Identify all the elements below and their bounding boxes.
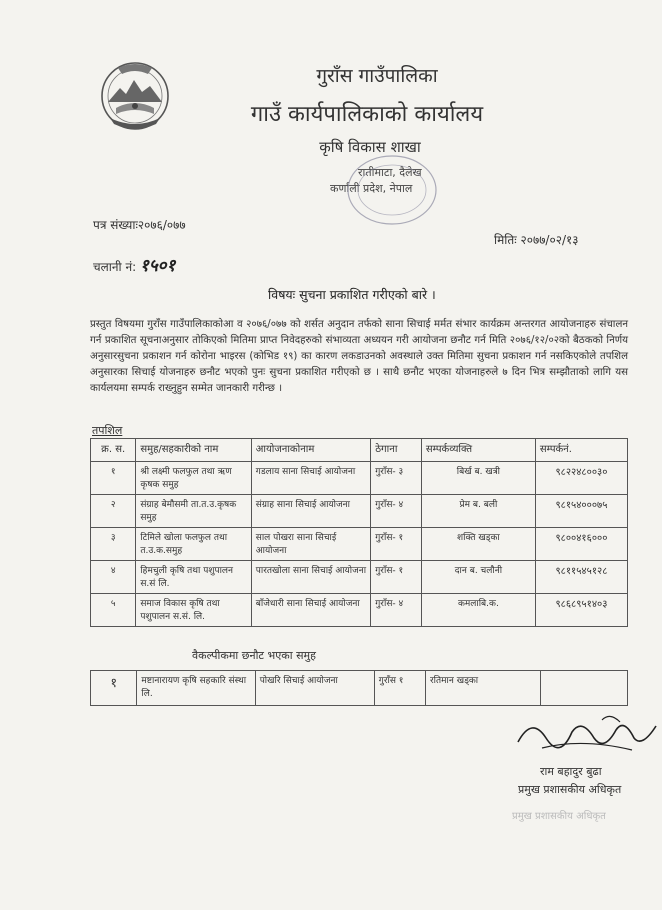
dispatch-value: १५०१ — [139, 256, 176, 276]
cell-contact-person: बिर्ख ब. खत्री — [421, 462, 535, 495]
table-row — [91, 594, 628, 627]
cell-project: गडलाय साना सिचाई आयोजना — [251, 462, 370, 495]
dispatch-label: चलानी नं: — [93, 260, 137, 274]
letter-reference-number: पत्र संख्याः२०७६/०७७ — [93, 218, 186, 232]
cell-project: पारतखोला साना सिचाई आयोजना — [251, 561, 370, 594]
header-group: समुह/सहकारीको नाम — [136, 439, 251, 462]
letter-subject: विषयः सुचना प्रकाशित गरीएको बारे । — [268, 287, 436, 302]
cell-serial: ४ — [91, 561, 136, 594]
municipality-name: गुराँस गाउँपालिका — [316, 65, 438, 87]
cell-address: गुराँस- १ — [371, 528, 422, 561]
cell-serial: ५ — [91, 594, 136, 627]
cell-address: गुराँस- ३ — [371, 462, 422, 495]
handwritten-signature — [512, 708, 662, 758]
cell-project: साल पोखरा साना सिचाई आयोजना — [251, 528, 370, 561]
header-address: ठेगाना — [371, 439, 422, 462]
table-header-row — [91, 439, 628, 462]
signer-name: राम बहादुर बुढा — [540, 765, 602, 778]
office-stamp — [330, 150, 450, 232]
cell-address: गुराँस- ४ — [371, 594, 422, 627]
address-line-2: कर्णाली प्रदेश, नेपाल — [330, 182, 413, 195]
table-title: तपशिल — [92, 424, 123, 437]
table-row — [91, 561, 628, 594]
cell-contact-person: दान ब. चलौनी — [421, 561, 535, 594]
cell-contact-person: कमलाबि.क. — [421, 594, 535, 627]
cell-group: टिमिले खोला फलफुल तथा त.उ.क.समुह — [136, 528, 251, 561]
cell-contact-number: ९८११५४५१२८ — [535, 561, 627, 594]
cell-project: संग्राह साना सिचाई आयोजना — [251, 495, 370, 528]
cell-group: मष्टानारायण कृषि सहकारि संस्था लि. — [137, 671, 255, 706]
header-contact-person: सम्पर्कव्यक्ति — [421, 439, 535, 462]
cell-address: गुराँस १ — [374, 671, 425, 706]
header-contact-number: सम्पर्कनं. — [535, 439, 627, 462]
cell-address: गुराँस- १ — [371, 561, 422, 594]
dispatch-number — [93, 253, 175, 276]
cell-project: बाँजेधारी साना सिचाई आयोजना — [251, 594, 370, 627]
cell-serial: १ — [91, 671, 137, 706]
cell-contact-person: प्रेम ब. बली — [421, 495, 535, 528]
table-row — [91, 671, 628, 706]
cell-group: समाज विकास कृषि तथा पशुपालन स.सं. लि. — [136, 594, 251, 627]
cell-contact-number: ९८१५४०००७५ — [535, 495, 627, 528]
cell-serial: २ — [91, 495, 136, 528]
signer-title: प्रमुख प्रशासकीय अधिकृत — [518, 783, 622, 796]
cell-project: पोखरि सिचाई आयोजना — [255, 671, 374, 706]
table-row — [91, 462, 628, 495]
header-serial: क्र. स. — [91, 439, 136, 462]
cell-contact-number: ९८००४१६००० — [535, 528, 627, 561]
address-line-1: रातीमाटा, दैलेख — [358, 166, 422, 179]
letter-date: मितिः २०७७/०२/१३ — [494, 233, 579, 247]
cell-contact-number: ९८२२४८००३० — [535, 462, 627, 495]
letter-body: प्रस्तुत विषयमा गुराँस गाउँपालिकाकोआ व २०७६/०७७ को शर्सत अनुदान तर्फको साना सिचाई मर्मत संभार कार्यक्रम अन्तरगत आयोजनाहरु संचालन गर्न प्रकाशित सूचनाअनुसार तोकिएको मितिमा प्राप्त निवेदहरुको संभाव्यता अध्ययन गरी आयोजना छनौट गर्न मिति २०७६/१२/०२को बैठकको निर्णय अनुसारसुचना प्रकाशन गर्न कोरोना भाइरस (कोभिड १९) का कारण लकडाउनको अवस्थाले उक्त मितिमा सुचना प्रकाशन गर्न नसकिएकोले तपशिल अनुसारका सिचाई योजनाहरु छनौट भएको पुनः सुचना प्रकाशित गरीएको छ । साथै छनौट भएका योजनाहरुले ७ दिन भित्र सम्झौताको लागि यस कार्यलयमा सम्पर्क राख्नुहुन सम्मेत जानकारी गरीन्छ । — [90, 319, 628, 395]
table-row — [91, 528, 628, 561]
cell-group: श्री लक्ष्मी फलफुल तथा ऋण कृषक समुह — [136, 462, 251, 495]
table-row — [91, 495, 628, 528]
cell-contact-number: ९८६८९५१४०३ — [535, 594, 627, 627]
cell-serial: ३ — [91, 528, 136, 561]
cell-group: संग्राह बेमौसमी ता.त.उ.कृषक समुह — [136, 495, 251, 528]
alternate-projects-table — [90, 670, 628, 706]
selected-projects-table — [90, 438, 628, 627]
cell-group: हिमचुली कृषि तथा पशुपालन स.सं लि. — [136, 561, 251, 594]
alternate-section-title: वैकल्पीकमा छनौट भएका समुह — [192, 649, 316, 662]
faint-stamp-text: प्रमुख प्रशासकीय अधिकृत — [512, 811, 606, 822]
cell-contact-person: रतिमान खड्का — [426, 671, 541, 706]
section-name: कृषि विकास शाखा — [319, 138, 421, 156]
cell-contact-person: शक्ति खड्का — [421, 528, 535, 561]
header-project: आयोजनाकोनाम — [251, 439, 370, 462]
cell-address: गुराँस- ४ — [371, 495, 422, 528]
office-name: गाउँ कार्यपालिकाको कार्यालय — [250, 102, 484, 127]
cell-contact-number — [540, 671, 627, 706]
cell-serial: १ — [91, 462, 136, 495]
